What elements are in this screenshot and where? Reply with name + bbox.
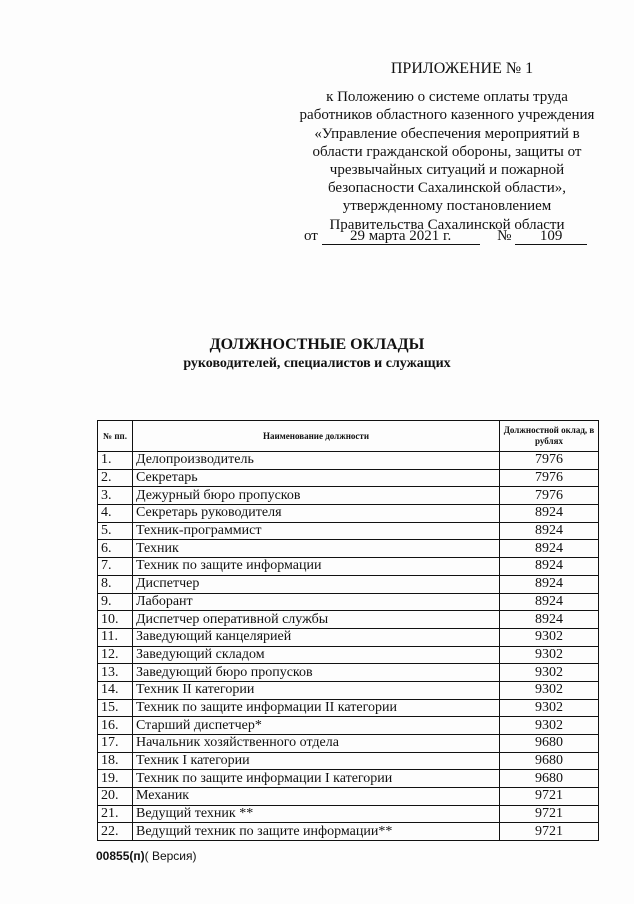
table-header-row bbox=[98, 421, 599, 452]
table-row bbox=[98, 805, 599, 823]
position-name: Техник-программист bbox=[133, 522, 500, 540]
salary-value: 9680 bbox=[500, 735, 599, 753]
row-number: 1. bbox=[98, 452, 133, 470]
salary-value: 7976 bbox=[500, 487, 599, 505]
approval-date: 29 марта 2021 г. bbox=[322, 229, 480, 245]
row-number: 9. bbox=[98, 593, 133, 611]
salary-value: 7976 bbox=[500, 469, 599, 487]
table-row bbox=[98, 664, 599, 682]
table-row bbox=[98, 522, 599, 540]
position-name: Секретарь bbox=[133, 469, 500, 487]
salary-value: 8924 bbox=[500, 593, 599, 611]
position-name: Заведующий складом bbox=[133, 646, 500, 664]
row-number: 11. bbox=[98, 628, 133, 646]
row-number: 15. bbox=[98, 699, 133, 717]
table-row bbox=[98, 558, 599, 576]
approval-date-row bbox=[304, 228, 587, 245]
header-salary: Должностной оклад, в рублях bbox=[500, 421, 599, 452]
approval-number: 109 bbox=[515, 229, 587, 245]
salary-value: 9302 bbox=[500, 646, 599, 664]
salary-value: 9721 bbox=[500, 805, 599, 823]
salary-value: 9302 bbox=[500, 628, 599, 646]
table-row bbox=[98, 469, 599, 487]
footer bbox=[96, 849, 197, 863]
appendix-line: безопасности Сахалинской области», bbox=[328, 180, 566, 197]
position-name: Диспетчер оперативной службы bbox=[133, 611, 500, 629]
position-name: Делопроизводитель bbox=[133, 452, 500, 470]
position-name: Механик bbox=[133, 788, 500, 806]
row-number: 17. bbox=[98, 735, 133, 753]
table-row bbox=[98, 770, 599, 788]
table-row bbox=[98, 752, 599, 770]
position-name: Техник по защите информации I категории bbox=[133, 770, 500, 788]
row-number: 20. bbox=[98, 788, 133, 806]
appendix-lines bbox=[290, 88, 604, 234]
row-number: 13. bbox=[98, 664, 133, 682]
row-number: 12. bbox=[98, 646, 133, 664]
table-row bbox=[98, 788, 599, 806]
table-row bbox=[98, 487, 599, 505]
appendix-line: «Управление обеспечения мероприятий в bbox=[314, 125, 580, 142]
row-number: 8. bbox=[98, 575, 133, 593]
salary-value: 8924 bbox=[500, 540, 599, 558]
appendix-block bbox=[290, 60, 604, 234]
position-name: Начальник хозяйственного отдела bbox=[133, 735, 500, 753]
table-row bbox=[98, 452, 599, 470]
appendix-line: области гражданской обороны, защиты от bbox=[312, 143, 582, 160]
salary-value: 9721 bbox=[500, 823, 599, 841]
row-number: 21. bbox=[98, 805, 133, 823]
row-number: 18. bbox=[98, 752, 133, 770]
document-title: ДОЛЖНОСТНЫЕ ОКЛАДЫ bbox=[209, 336, 425, 353]
salary-value: 9302 bbox=[500, 699, 599, 717]
row-number: 7. bbox=[98, 558, 133, 576]
document-code: 00855(п) bbox=[96, 849, 145, 863]
salary-value: 8924 bbox=[500, 611, 599, 629]
salary-table-body bbox=[98, 452, 599, 841]
position-name: Диспетчер bbox=[133, 575, 500, 593]
position-name: Ведущий техник по защите информации** bbox=[133, 823, 500, 841]
table-row bbox=[98, 593, 599, 611]
table-row bbox=[98, 735, 599, 753]
date-prefix: от bbox=[304, 228, 318, 244]
salary-value: 9721 bbox=[500, 788, 599, 806]
row-number: 22. bbox=[98, 823, 133, 841]
salary-value: 9680 bbox=[500, 752, 599, 770]
table-row bbox=[98, 717, 599, 735]
row-number: 3. bbox=[98, 487, 133, 505]
position-name: Техник по защите информации bbox=[133, 558, 500, 576]
row-number: 10. bbox=[98, 611, 133, 629]
salary-table bbox=[97, 420, 599, 841]
row-number: 14. bbox=[98, 681, 133, 699]
salary-value: 9680 bbox=[500, 770, 599, 788]
table-row bbox=[98, 628, 599, 646]
header-position: Наименование должности bbox=[133, 421, 500, 452]
salary-value: 9302 bbox=[500, 681, 599, 699]
header-number: № пп. bbox=[98, 421, 133, 452]
position-name: Старший диспетчер* bbox=[133, 717, 500, 735]
appendix-line: утвержденному постановлением bbox=[342, 198, 552, 215]
position-name: Секретарь руководителя bbox=[133, 505, 500, 523]
position-name: Техник I категории bbox=[133, 752, 500, 770]
salary-value: 8924 bbox=[500, 575, 599, 593]
row-number: 19. bbox=[98, 770, 133, 788]
table-row bbox=[98, 699, 599, 717]
position-name: Заведующий канцелярией bbox=[133, 628, 500, 646]
position-name: Ведущий техник ** bbox=[133, 805, 500, 823]
appendix-line: Правительства Сахалинской области bbox=[329, 216, 565, 233]
document-version: ( Версия) bbox=[144, 849, 197, 863]
appendix-line: работников областного казенного учреждения bbox=[299, 107, 595, 124]
salary-value: 7976 bbox=[500, 452, 599, 470]
appendix-title: ПРИЛОЖЕНИЕ № 1 bbox=[390, 60, 534, 77]
salary-value: 9302 bbox=[500, 717, 599, 735]
table-row bbox=[98, 681, 599, 699]
table-row bbox=[98, 646, 599, 664]
salary-value: 9302 bbox=[500, 664, 599, 682]
position-name: Техник II категории bbox=[133, 681, 500, 699]
row-number: 5. bbox=[98, 522, 133, 540]
appendix-line: к Положению о системе оплаты труда bbox=[326, 89, 568, 106]
appendix-line: чрезвычайных ситуаций и пожарной bbox=[329, 162, 565, 179]
number-prefix: № bbox=[497, 228, 512, 244]
position-name: Техник по защите информации II категории bbox=[133, 699, 500, 717]
position-name: Техник bbox=[133, 540, 500, 558]
table-row bbox=[98, 540, 599, 558]
salary-value: 8924 bbox=[500, 505, 599, 523]
table-row bbox=[98, 575, 599, 593]
row-number: 16. bbox=[98, 717, 133, 735]
document-subtitle: руководителей, специалистов и служащих bbox=[183, 356, 451, 371]
row-number: 2. bbox=[98, 469, 133, 487]
position-name: Дежурный бюро пропусков bbox=[133, 487, 500, 505]
salary-value: 8924 bbox=[500, 558, 599, 576]
salary-value: 8924 bbox=[500, 522, 599, 540]
row-number: 4. bbox=[98, 505, 133, 523]
table-row bbox=[98, 823, 599, 841]
table-row bbox=[98, 505, 599, 523]
position-name: Заведующий бюро пропусков bbox=[133, 664, 500, 682]
table-row bbox=[98, 611, 599, 629]
row-number: 6. bbox=[98, 540, 133, 558]
position-name: Лаборант bbox=[133, 593, 500, 611]
